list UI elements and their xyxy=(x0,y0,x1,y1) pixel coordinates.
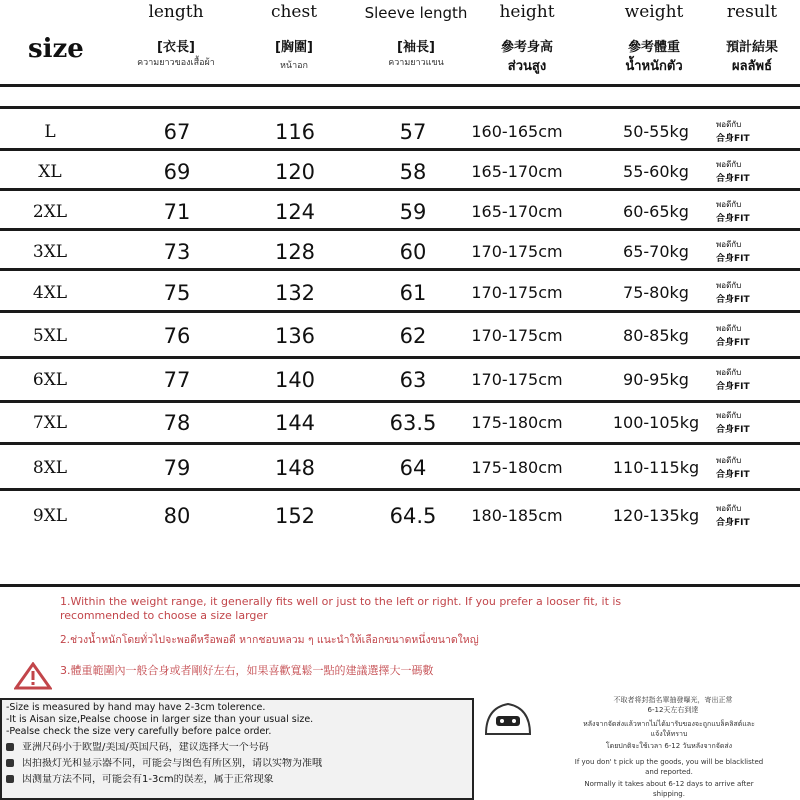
header-chest-en: chest xyxy=(270,2,318,22)
sleeve-cell: 62 xyxy=(399,324,427,348)
chest-cell: 140 xyxy=(274,368,316,392)
sleeve-cell: 63.5 xyxy=(389,411,437,435)
header-height-th: ส่วนสูง xyxy=(507,59,547,74)
result-cell xyxy=(716,194,786,230)
length-cell: 77 xyxy=(163,368,191,392)
header-height xyxy=(484,2,570,76)
table-row xyxy=(0,154,800,190)
disclaimer-cn-text: 亚洲尺码小于欧盟/美国/英国尺码，建议选择大一个号码 xyxy=(22,742,269,753)
sleeve-cell: 64.5 xyxy=(389,504,437,528)
chest-cell: 120 xyxy=(274,160,316,184)
sleeve-cell: 63 xyxy=(399,368,427,392)
chest-cell: 128 xyxy=(274,240,316,264)
sleeve-cell: 61 xyxy=(399,281,427,305)
size-cell: 5XL xyxy=(32,326,68,346)
header-height-cn: 參考身高 xyxy=(500,40,553,55)
shipping-en-d: shipping. xyxy=(653,790,685,798)
length-cell: 79 xyxy=(163,456,191,480)
shipping-cn-a: 不取者将封指名單抽發曝光，寄出正常 xyxy=(613,696,733,704)
divider-line xyxy=(0,84,800,87)
shipping-en-a: If you don' t pick up the goods, you will be blacklisted xyxy=(574,758,764,766)
weight-cell: 65-70kg xyxy=(623,242,689,261)
length-cell: 75 xyxy=(163,281,191,305)
result-cell xyxy=(716,114,786,150)
shipping-cn-b: 6-12天左右到達 xyxy=(647,706,699,714)
note-thai: 2.ช่วงน้ำหนักโดยทั่วไปจะพอดีหรือพอดี หากชอบหลวม ๆ แนะนำให้เลือกขนาดหนึ่งขนาดใหญ่ xyxy=(60,634,479,646)
sleeve-cell: 59 xyxy=(399,200,427,224)
header-weight-cn: 參考體重 xyxy=(627,40,680,55)
header-sleeve xyxy=(354,2,478,69)
size-column-title: size xyxy=(28,34,84,64)
shipping-th-b: แจ้งให้ทราบ xyxy=(650,730,688,738)
header-weight xyxy=(610,2,698,76)
table-row xyxy=(0,405,800,441)
table-row xyxy=(0,194,800,230)
weight-cell: 50-55kg xyxy=(623,122,689,141)
disclaimer-cn-text: 因拍摄灯光和显示器不同，可能会与图色有所区别，请以实物为准哦 xyxy=(22,758,322,769)
size-cell: 6XL xyxy=(32,370,68,390)
result-en: 合身FIT xyxy=(716,470,750,480)
size-cell: L xyxy=(44,122,56,142)
disclaimer-line: -Size is measured by hand may have 2-3cm tolerence. xyxy=(6,702,266,713)
disclaimer-cn-line xyxy=(6,742,468,754)
weight-cell: 55-60kg xyxy=(623,162,689,181)
result-cell xyxy=(716,498,786,534)
sleeve-cell: 64 xyxy=(399,456,427,480)
result-cell xyxy=(716,234,786,270)
header-height-en: height xyxy=(499,2,555,22)
header-weight-en: weight xyxy=(624,2,684,22)
height-cell: 175-180cm xyxy=(471,413,563,432)
bullet-icon xyxy=(6,743,14,751)
result-th: พอดีกับ xyxy=(716,240,742,249)
chest-cell: 152 xyxy=(274,504,316,528)
weight-cell: 100-105kg xyxy=(612,413,700,432)
result-en: 合身FIT xyxy=(716,382,750,392)
shipping-notice xyxy=(478,690,800,800)
length-cell: 69 xyxy=(163,160,191,184)
result-th: พอดีกับ xyxy=(716,456,742,465)
size-cell: 7XL xyxy=(32,413,68,433)
length-cell: 71 xyxy=(163,200,191,224)
note-english: 1.Within the weight range, it generally fits well or just to the left or right. If you prefer a looser fit, it is recommended to choose a size larger xyxy=(60,595,622,622)
shipping-en-b: and reported. xyxy=(645,768,693,776)
hooded-figure-icon xyxy=(480,696,536,740)
result-cell xyxy=(716,450,786,486)
header-result-cn: 預計結果 xyxy=(725,40,778,55)
header-result xyxy=(712,2,792,76)
divider-line xyxy=(0,106,800,109)
weight-cell: 120-135kg xyxy=(612,506,700,525)
header-chest-th: หน้าอก xyxy=(280,61,308,71)
bullet-icon xyxy=(6,759,14,767)
size-cell: 4XL xyxy=(32,283,68,303)
disclaimer-box xyxy=(0,698,474,800)
shipping-th-c: โดยปกติจะใช้เวลา 6-12 วันหลังจากจัดส่ง xyxy=(605,742,733,750)
header-sleeve-cn: [袖長] xyxy=(397,40,435,55)
divider-line xyxy=(0,442,800,445)
disclaimer-cn-text: 因测量方法不同，可能会有1-3cm的误差，属于正常现象 xyxy=(22,774,274,785)
sleeve-cell: 57 xyxy=(399,120,427,144)
length-cell: 80 xyxy=(163,504,191,528)
length-cell: 76 xyxy=(163,324,191,348)
chest-cell: 132 xyxy=(274,281,316,305)
table-row xyxy=(0,498,800,534)
divider-line xyxy=(0,400,800,403)
result-cell xyxy=(716,318,786,354)
chest-cell: 144 xyxy=(274,411,316,435)
shipping-th-a: หลังจากจัดส่งแล้วหากไม่ได้มารับของจะถูกแบล็คลิสต์และ xyxy=(583,720,755,728)
note-chinese: 3.體重範圍內一般合身或者剛好左右，如果喜歡寬鬆一點的建議選擇大一碼數 xyxy=(60,664,434,677)
height-cell: 180-185cm xyxy=(471,506,563,525)
length-cell: 73 xyxy=(163,240,191,264)
header-weight-th: น้ำหนักตัว xyxy=(625,59,683,74)
weight-cell: 60-65kg xyxy=(623,202,689,221)
height-cell: 175-180cm xyxy=(471,458,563,477)
result-th: พอดีกับ xyxy=(716,368,742,377)
height-cell: 160-165cm xyxy=(471,122,563,141)
height-cell: 170-175cm xyxy=(471,283,563,302)
length-cell: 67 xyxy=(163,120,191,144)
size-cell: 2XL xyxy=(32,202,68,222)
header-length-en: length xyxy=(148,2,204,22)
disclaimer-line: -Pealse check the size very carefully before palce order. xyxy=(6,726,272,737)
height-cell: 170-175cm xyxy=(471,242,563,261)
disclaimer-cn-line xyxy=(6,774,468,786)
result-th: พอดีกับ xyxy=(716,324,742,333)
weight-cell: 75-80kg xyxy=(623,283,689,302)
result-en: 合身FIT xyxy=(716,254,750,264)
header-sleeve-th: ความยาวแขน xyxy=(388,58,444,68)
result-en: 合身FIT xyxy=(716,518,750,528)
bullet-icon xyxy=(6,775,14,783)
table-row xyxy=(0,362,800,398)
result-th: พอดีกับ xyxy=(716,120,742,129)
chest-cell: 116 xyxy=(274,120,316,144)
shipping-en-c: Normally it takes about 6-12 days to arrive after xyxy=(584,780,754,788)
header-sleeve-en: Sleeve length xyxy=(364,4,468,22)
length-cell: 78 xyxy=(163,411,191,435)
table-row xyxy=(0,234,800,270)
disclaimer-cn-line xyxy=(6,758,468,770)
divider-line xyxy=(0,584,800,587)
height-cell: 165-170cm xyxy=(471,162,563,181)
sleeve-cell: 58 xyxy=(399,160,427,184)
height-cell: 165-170cm xyxy=(471,202,563,221)
result-en: 合身FIT xyxy=(716,214,750,224)
warning-icon xyxy=(14,662,52,690)
disclaimer-line: -It is Aisan size,Pealse choose in larger size than your usual size. xyxy=(6,714,314,725)
size-cell: 8XL xyxy=(32,458,68,478)
height-cell: 170-175cm xyxy=(471,370,563,389)
table-row xyxy=(0,318,800,354)
header-chest xyxy=(254,2,334,72)
header-chest-cn: [胸圍] xyxy=(275,40,313,55)
result-th: พอดีกับ xyxy=(716,200,742,209)
result-en: 合身FIT xyxy=(716,295,750,305)
result-en: 合身FIT xyxy=(716,174,750,184)
result-en: 合身FIT xyxy=(716,338,750,348)
divider-line xyxy=(0,488,800,491)
divider-line xyxy=(0,356,800,359)
size-cell: 3XL xyxy=(32,242,68,262)
result-en: 合身FIT xyxy=(716,425,750,435)
result-en: 合身FIT xyxy=(716,134,750,144)
result-cell xyxy=(716,405,786,441)
result-th: พอดีกับ xyxy=(716,160,742,169)
table-row xyxy=(0,275,800,311)
weight-cell: 110-115kg xyxy=(612,458,700,477)
result-cell xyxy=(716,275,786,311)
table-row xyxy=(0,114,800,150)
result-th: พอดีกับ xyxy=(716,504,742,513)
weight-cell: 80-85kg xyxy=(623,326,689,345)
height-cell: 170-175cm xyxy=(471,326,563,345)
chest-cell: 148 xyxy=(274,456,316,480)
table-row xyxy=(0,450,800,486)
header-result-en: result xyxy=(726,2,778,22)
sleeve-cell: 60 xyxy=(399,240,427,264)
weight-cell: 90-95kg xyxy=(623,370,689,389)
result-cell xyxy=(716,362,786,398)
size-cell: 9XL xyxy=(32,506,68,526)
header-length-cn: [衣長] xyxy=(157,40,195,55)
result-th: พอดีกับ xyxy=(716,411,742,420)
header-result-th: ผลลัพธ์ xyxy=(731,59,773,74)
result-cell xyxy=(716,154,786,190)
size-cell: XL xyxy=(38,162,62,182)
header-length-th: ความยาวของเสื้อผ้า xyxy=(137,58,215,68)
header-length xyxy=(126,2,226,69)
chest-cell: 124 xyxy=(274,200,316,224)
chest-cell: 136 xyxy=(274,324,316,348)
result-th: พอดีกับ xyxy=(716,281,742,290)
